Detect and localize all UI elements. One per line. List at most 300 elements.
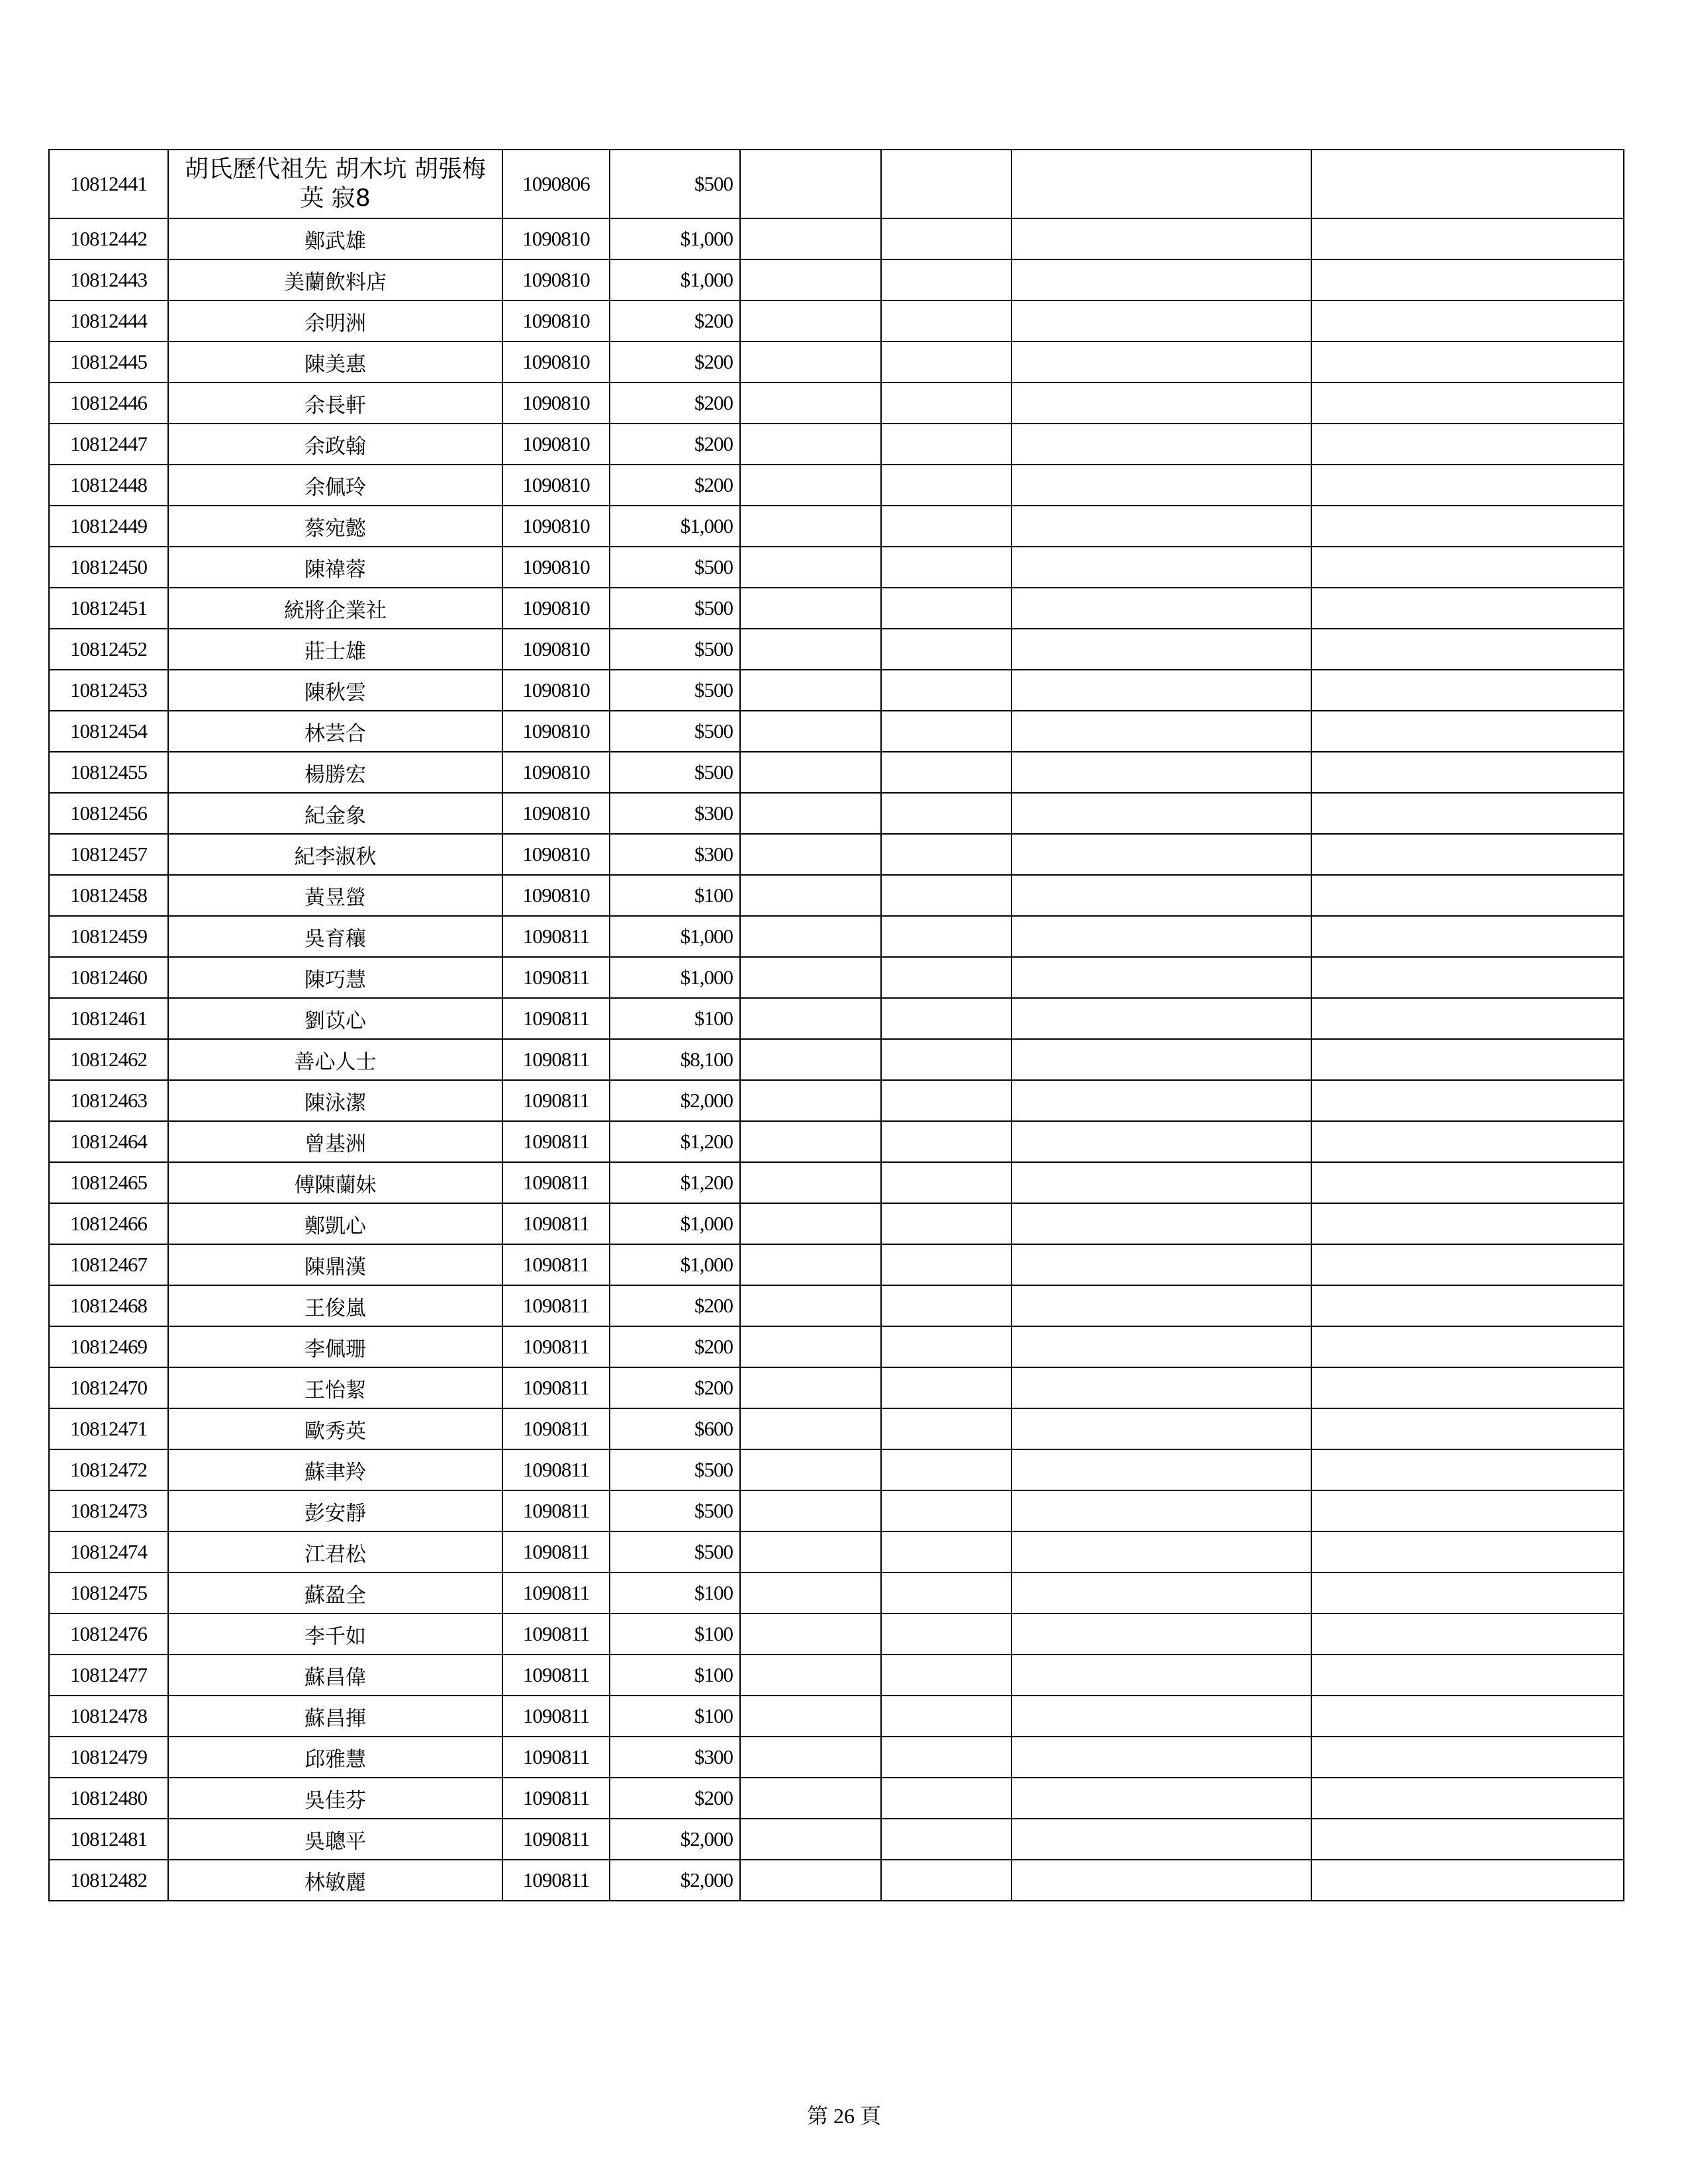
empty-cell — [881, 1285, 1011, 1326]
empty-cell — [1011, 341, 1311, 383]
date-cell: 1090811 — [502, 1203, 610, 1244]
receipt-id-cell: 10812466 — [49, 1203, 168, 1244]
table-row — [49, 1080, 1624, 1121]
empty-cell — [1311, 1285, 1624, 1326]
empty-cell — [1011, 1572, 1311, 1614]
donor-name-cell: 陳秋雲 — [168, 670, 502, 711]
amount-cell: $200 — [610, 1285, 740, 1326]
date-cell: 1090811 — [502, 957, 610, 998]
donor-name-cell: 蘇昌揮 — [168, 1696, 502, 1737]
empty-cell — [1311, 629, 1624, 670]
receipt-id-cell: 10812442 — [49, 218, 168, 259]
table-row — [49, 383, 1624, 424]
date-cell: 1090810 — [502, 218, 610, 259]
table-row — [49, 875, 1624, 916]
amount-cell: $100 — [610, 1696, 740, 1737]
empty-cell — [881, 1039, 1011, 1080]
empty-cell — [881, 1655, 1011, 1696]
empty-cell — [740, 588, 881, 629]
date-cell: 1090811 — [502, 998, 610, 1039]
donor-name-cell: 鄭武雄 — [168, 218, 502, 259]
amount-cell: $500 — [610, 150, 740, 218]
table-row — [49, 547, 1624, 588]
date-cell: 1090811 — [502, 1039, 610, 1080]
empty-cell — [881, 1614, 1011, 1655]
amount-cell: $300 — [610, 793, 740, 834]
date-cell: 1090811 — [502, 916, 610, 957]
empty-cell — [1311, 793, 1624, 834]
empty-cell — [740, 1572, 881, 1614]
donor-name-cell: 李千如 — [168, 1614, 502, 1655]
receipt-id-cell: 10812463 — [49, 1080, 168, 1121]
empty-cell — [881, 259, 1011, 300]
date-cell: 1090811 — [502, 1162, 610, 1203]
receipt-id-cell: 10812456 — [49, 793, 168, 834]
empty-cell — [881, 1244, 1011, 1285]
empty-cell — [1011, 1080, 1311, 1121]
empty-cell — [1311, 875, 1624, 916]
empty-cell — [881, 957, 1011, 998]
amount-cell: $200 — [610, 383, 740, 424]
receipt-id-cell: 10812473 — [49, 1490, 168, 1531]
empty-cell — [1011, 1860, 1311, 1901]
amount-cell: $8,100 — [610, 1039, 740, 1080]
date-cell: 1090811 — [502, 1614, 610, 1655]
date-cell: 1090811 — [502, 1655, 610, 1696]
empty-cell — [740, 1244, 881, 1285]
receipt-id-cell: 10812476 — [49, 1614, 168, 1655]
empty-cell — [1311, 1367, 1624, 1408]
empty-cell — [1311, 957, 1624, 998]
empty-cell — [1311, 1490, 1624, 1531]
table-row — [49, 1819, 1624, 1860]
empty-cell — [1011, 875, 1311, 916]
amount-cell: $500 — [610, 752, 740, 793]
donor-name-cell: 蘇昌偉 — [168, 1655, 502, 1696]
table-row — [49, 300, 1624, 341]
date-cell: 1090810 — [502, 711, 610, 752]
empty-cell — [1311, 588, 1624, 629]
page-number: 第 26 頁 — [806, 2104, 881, 2128]
receipt-id-cell: 10812462 — [49, 1039, 168, 1080]
receipt-id-cell: 10812452 — [49, 629, 168, 670]
date-cell: 1090811 — [502, 1860, 610, 1901]
table-row — [49, 1326, 1624, 1367]
amount-cell: $1,000 — [610, 916, 740, 957]
empty-cell — [740, 218, 881, 259]
receipt-id-cell: 10812465 — [49, 1162, 168, 1203]
donor-name-cell: 吳聰平 — [168, 1819, 502, 1860]
donor-name-cell: 傅陳蘭妹 — [168, 1162, 502, 1203]
date-cell: 1090811 — [502, 1244, 610, 1285]
empty-cell — [881, 1819, 1011, 1860]
empty-cell — [1011, 1367, 1311, 1408]
receipt-id-cell: 10812475 — [49, 1572, 168, 1614]
table-row — [49, 1367, 1624, 1408]
receipt-id-cell: 10812451 — [49, 588, 168, 629]
empty-cell — [1311, 1162, 1624, 1203]
date-cell: 1090810 — [502, 834, 610, 875]
receipt-id-cell: 10812468 — [49, 1285, 168, 1326]
empty-cell — [881, 341, 1011, 383]
donor-name-cell: 曾基洲 — [168, 1121, 502, 1162]
empty-cell — [1011, 1326, 1311, 1367]
table-row — [49, 1162, 1624, 1203]
empty-cell — [881, 752, 1011, 793]
empty-cell — [1311, 1778, 1624, 1819]
empty-cell — [1311, 1326, 1624, 1367]
empty-cell — [1011, 752, 1311, 793]
table-row — [49, 998, 1624, 1039]
amount-cell: $200 — [610, 300, 740, 341]
table-body — [49, 150, 1624, 1901]
empty-cell — [881, 1326, 1011, 1367]
empty-cell — [1311, 998, 1624, 1039]
amount-cell: $500 — [610, 1490, 740, 1531]
date-cell: 1090810 — [502, 300, 610, 341]
donor-name-cell: 余政翰 — [168, 424, 502, 465]
empty-cell — [881, 1778, 1011, 1819]
empty-cell — [881, 629, 1011, 670]
date-cell: 1090811 — [502, 1572, 610, 1614]
amount-cell: $1,200 — [610, 1121, 740, 1162]
donor-name-cell: 鄭凱心 — [168, 1203, 502, 1244]
table-row — [49, 150, 1624, 218]
empty-cell — [740, 752, 881, 793]
donor-name-cell: 陳禕蓉 — [168, 547, 502, 588]
donor-name-cell: 陳鼎漢 — [168, 1244, 502, 1285]
date-cell: 1090811 — [502, 1080, 610, 1121]
date-cell: 1090811 — [502, 1367, 610, 1408]
receipt-id-cell: 10812449 — [49, 506, 168, 547]
donation-table — [48, 149, 1624, 1901]
empty-cell — [740, 1531, 881, 1572]
table-row — [49, 711, 1624, 752]
table-row — [49, 506, 1624, 547]
donor-name-cell: 王怡絜 — [168, 1367, 502, 1408]
date-cell: 1090811 — [502, 1490, 610, 1531]
amount-cell: $300 — [610, 834, 740, 875]
empty-cell — [1011, 424, 1311, 465]
empty-cell — [881, 670, 1011, 711]
empty-cell — [1011, 1285, 1311, 1326]
amount-cell: $2,000 — [610, 1080, 740, 1121]
amount-cell: $2,000 — [610, 1860, 740, 1901]
empty-cell — [1011, 1203, 1311, 1244]
donor-name-cell: 美蘭飲料店 — [168, 259, 502, 300]
date-cell: 1090811 — [502, 1408, 610, 1449]
empty-cell — [740, 1285, 881, 1326]
amount-cell: $200 — [610, 465, 740, 506]
date-cell: 1090810 — [502, 341, 610, 383]
receipt-id-cell: 10812443 — [49, 259, 168, 300]
table-row — [49, 218, 1624, 259]
empty-cell — [740, 1326, 881, 1367]
receipt-id-cell: 10812455 — [49, 752, 168, 793]
empty-cell — [1011, 916, 1311, 957]
table-row — [49, 1531, 1624, 1572]
receipt-id-cell: 10812457 — [49, 834, 168, 875]
amount-cell: $500 — [610, 1531, 740, 1572]
empty-cell — [881, 916, 1011, 957]
empty-cell — [881, 1203, 1011, 1244]
table-row — [49, 793, 1624, 834]
receipt-id-cell: 10812460 — [49, 957, 168, 998]
amount-cell: $100 — [610, 1572, 740, 1614]
donor-name-cell: 善心人士 — [168, 1039, 502, 1080]
date-cell: 1090806 — [502, 150, 610, 218]
receipt-id-cell: 10812477 — [49, 1655, 168, 1696]
table-row — [49, 670, 1624, 711]
empty-cell — [740, 383, 881, 424]
amount-cell: $1,000 — [610, 1203, 740, 1244]
date-cell: 1090810 — [502, 588, 610, 629]
date-cell: 1090810 — [502, 465, 610, 506]
empty-cell — [740, 506, 881, 547]
empty-cell — [740, 957, 881, 998]
empty-cell — [1011, 1244, 1311, 1285]
date-cell: 1090811 — [502, 1121, 610, 1162]
table-row — [49, 1655, 1624, 1696]
empty-cell — [1011, 300, 1311, 341]
receipt-id-cell: 10812454 — [49, 711, 168, 752]
receipt-id-cell: 10812481 — [49, 1819, 168, 1860]
table-row — [49, 1203, 1624, 1244]
empty-cell — [1011, 670, 1311, 711]
date-cell: 1090810 — [502, 424, 610, 465]
donor-name-cell: 李佩珊 — [168, 1326, 502, 1367]
receipt-id-cell: 10812471 — [49, 1408, 168, 1449]
empty-cell — [881, 1080, 1011, 1121]
amount-cell: $200 — [610, 1367, 740, 1408]
empty-cell — [881, 1121, 1011, 1162]
receipt-id-cell: 10812450 — [49, 547, 168, 588]
receipt-id-cell: 10812444 — [49, 300, 168, 341]
empty-cell — [1311, 1408, 1624, 1449]
table-row — [49, 916, 1624, 957]
empty-cell — [1011, 1449, 1311, 1490]
table-row — [49, 259, 1624, 300]
empty-cell — [740, 341, 881, 383]
empty-cell — [1311, 1819, 1624, 1860]
donor-name-cell: 邱雅慧 — [168, 1737, 502, 1778]
empty-cell — [1011, 834, 1311, 875]
empty-cell — [740, 1490, 881, 1531]
table-row — [49, 1039, 1624, 1080]
empty-cell — [740, 998, 881, 1039]
amount-cell: $500 — [610, 711, 740, 752]
empty-cell — [740, 465, 881, 506]
receipt-id-cell: 10812453 — [49, 670, 168, 711]
donor-name-cell: 歐秀英 — [168, 1408, 502, 1449]
empty-cell — [881, 547, 1011, 588]
empty-cell — [1011, 150, 1311, 218]
donor-name-cell: 劉苡心 — [168, 998, 502, 1039]
empty-cell — [740, 1860, 881, 1901]
empty-cell — [1311, 670, 1624, 711]
empty-cell — [740, 300, 881, 341]
receipt-id-cell: 10812478 — [49, 1696, 168, 1737]
empty-cell — [740, 834, 881, 875]
empty-cell — [1011, 998, 1311, 1039]
donor-name-cell: 陳泳潔 — [168, 1080, 502, 1121]
donor-name-cell: 余長軒 — [168, 383, 502, 424]
table-row — [49, 1285, 1624, 1326]
table-row — [49, 1737, 1624, 1778]
table-row — [49, 465, 1624, 506]
table-row — [49, 1244, 1624, 1285]
amount-cell: $200 — [610, 424, 740, 465]
empty-cell — [740, 1614, 881, 1655]
amount-cell: $1,000 — [610, 957, 740, 998]
table-row — [49, 1449, 1624, 1490]
receipt-id-cell: 10812458 — [49, 875, 168, 916]
receipt-id-cell: 10812464 — [49, 1121, 168, 1162]
receipt-id-cell: 10812472 — [49, 1449, 168, 1490]
date-cell: 1090811 — [502, 1737, 610, 1778]
donor-name-cell: 彭安靜 — [168, 1490, 502, 1531]
empty-cell — [1011, 1408, 1311, 1449]
amount-cell: $1,000 — [610, 506, 740, 547]
empty-cell — [881, 1162, 1011, 1203]
empty-cell — [1311, 1531, 1624, 1572]
empty-cell — [1011, 1778, 1311, 1819]
table-row — [49, 1778, 1624, 1819]
receipt-id-cell: 10812474 — [49, 1531, 168, 1572]
amount-cell: $200 — [610, 1778, 740, 1819]
empty-cell — [881, 834, 1011, 875]
empty-cell — [881, 1408, 1011, 1449]
table-row — [49, 1490, 1624, 1531]
empty-cell — [1011, 1531, 1311, 1572]
empty-cell — [1011, 1614, 1311, 1655]
empty-cell — [740, 1655, 881, 1696]
empty-cell — [881, 465, 1011, 506]
empty-cell — [740, 629, 881, 670]
empty-cell — [1311, 1121, 1624, 1162]
table-row — [49, 629, 1624, 670]
amount-cell: $300 — [610, 1737, 740, 1778]
date-cell: 1090810 — [502, 506, 610, 547]
empty-cell — [740, 1367, 881, 1408]
date-cell: 1090810 — [502, 259, 610, 300]
empty-cell — [1011, 711, 1311, 752]
empty-cell — [1011, 506, 1311, 547]
empty-cell — [740, 1737, 881, 1778]
date-cell: 1090811 — [502, 1326, 610, 1367]
empty-cell — [740, 1080, 881, 1121]
donor-name-cell: 胡氏歷代祖先 胡木坑 胡張梅英 寂8 — [168, 150, 502, 218]
empty-cell — [740, 1162, 881, 1203]
empty-cell — [1311, 752, 1624, 793]
empty-cell — [881, 711, 1011, 752]
empty-cell — [1311, 1572, 1624, 1614]
empty-cell — [740, 547, 881, 588]
empty-cell — [881, 150, 1011, 218]
empty-cell — [1011, 1696, 1311, 1737]
empty-cell — [881, 1449, 1011, 1490]
empty-cell — [740, 1449, 881, 1490]
donor-name-cell: 陳美惠 — [168, 341, 502, 383]
empty-cell — [1011, 547, 1311, 588]
empty-cell — [1011, 629, 1311, 670]
empty-cell — [740, 1039, 881, 1080]
donor-name-cell: 蔡宛懿 — [168, 506, 502, 547]
empty-cell — [1311, 506, 1624, 547]
donor-name-cell: 王俊嵐 — [168, 1285, 502, 1326]
date-cell: 1090810 — [502, 875, 610, 916]
amount-cell: $1,000 — [610, 1244, 740, 1285]
amount-cell: $100 — [610, 1614, 740, 1655]
empty-cell — [1311, 1449, 1624, 1490]
empty-cell — [1311, 834, 1624, 875]
receipt-id-cell: 10812470 — [49, 1367, 168, 1408]
empty-cell — [1311, 1039, 1624, 1080]
donor-name-cell: 紀李淑秋 — [168, 834, 502, 875]
empty-cell — [1311, 1655, 1624, 1696]
amount-cell: $100 — [610, 1655, 740, 1696]
empty-cell — [740, 1203, 881, 1244]
amount-cell: $200 — [610, 1326, 740, 1367]
amount-cell: $1,000 — [610, 259, 740, 300]
donor-name-cell: 余明洲 — [168, 300, 502, 341]
amount-cell: $100 — [610, 998, 740, 1039]
empty-cell — [881, 300, 1011, 341]
donor-name-cell: 蘇盈全 — [168, 1572, 502, 1614]
amount-cell: $1,200 — [610, 1162, 740, 1203]
table-row — [49, 341, 1624, 383]
donor-name-cell: 莊士雄 — [168, 629, 502, 670]
table-row — [49, 752, 1624, 793]
empty-cell — [1011, 588, 1311, 629]
amount-cell: $500 — [610, 588, 740, 629]
empty-cell — [1011, 383, 1311, 424]
amount-cell: $1,000 — [610, 218, 740, 259]
empty-cell — [881, 1860, 1011, 1901]
empty-cell — [1011, 465, 1311, 506]
amount-cell: $500 — [610, 1449, 740, 1490]
empty-cell — [881, 1367, 1011, 1408]
empty-cell — [881, 218, 1011, 259]
amount-cell: $500 — [610, 670, 740, 711]
empty-cell — [1311, 424, 1624, 465]
table-row — [49, 1860, 1624, 1901]
amount-cell: $600 — [610, 1408, 740, 1449]
empty-cell — [1011, 1162, 1311, 1203]
amount-cell: $500 — [610, 547, 740, 588]
empty-cell — [740, 1696, 881, 1737]
empty-cell — [1011, 1490, 1311, 1531]
empty-cell — [1311, 1860, 1624, 1901]
receipt-id-cell: 10812480 — [49, 1778, 168, 1819]
donor-name-cell: 統將企業社 — [168, 588, 502, 629]
empty-cell — [740, 1408, 881, 1449]
donor-name-cell: 江君松 — [168, 1531, 502, 1572]
date-cell: 1090810 — [502, 793, 610, 834]
empty-cell — [1311, 300, 1624, 341]
table-row — [49, 1614, 1624, 1655]
date-cell: 1090810 — [502, 383, 610, 424]
empty-cell — [1011, 1039, 1311, 1080]
empty-cell — [881, 383, 1011, 424]
date-cell: 1090810 — [502, 629, 610, 670]
donor-name-cell: 陳巧慧 — [168, 957, 502, 998]
empty-cell — [1011, 793, 1311, 834]
date-cell: 1090811 — [502, 1819, 610, 1860]
empty-cell — [740, 670, 881, 711]
empty-cell — [1311, 259, 1624, 300]
empty-cell — [740, 1778, 881, 1819]
